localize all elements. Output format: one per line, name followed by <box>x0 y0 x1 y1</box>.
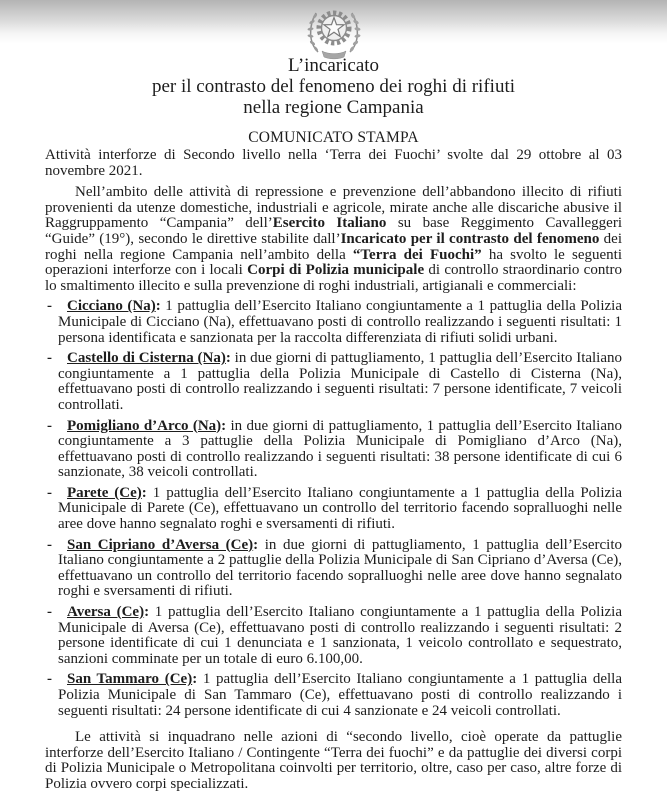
operation-location: San Cipriano d’Aversa (Ce) <box>67 536 254 553</box>
title-line-3: nella regione Campania <box>243 97 424 118</box>
operation-item <box>45 605 622 667</box>
press-release-subtitle: COMUNICATO STAMPA <box>248 129 419 146</box>
closing-paragraph: Le attività si inquadrano nelle azioni di “secondo livello, cioè operate da pattuglie interforze dell’Esercito Italiano / Contingente “Terra dei fuochi” e da pattuglie dei diversi corpi di Polizia Municipale o Metropolitana coinvolti per territorio, oltre, caso per caso, altre forze di Polizia ovvero corpi specializzati. <box>45 729 622 792</box>
operation-location: San Tammaro (Ce) <box>67 671 193 688</box>
operation-details: 1 pattuglia dell’Esercito Italiano congiuntamente a 1 pattuglia della Polizia Municipale di San Tammaro (Ce), effettuavano posti di controllo realizzando i seguenti risultati: 24 persone identificate di cui 4 sanzionate e 24 veicoli controllati. <box>58 671 622 719</box>
operation-details: in due giorni di pattugliamento, 1 pattuglia dell’Esercito Italiano congiuntamente a 1 pattuglia della Polizia Municipale di Castello di Cisterna (Na), effettuavano posti di controllo realizzando i seguenti risultati: 7 persone identificate, 7 veicoli controllati. <box>58 350 623 413</box>
operation-colon: : <box>141 484 147 501</box>
operation-item <box>45 351 622 413</box>
operation-item <box>45 299 622 346</box>
overview-paragraph <box>45 185 622 294</box>
text-segment: Nell’ambito delle attività di repressione e prevenzione dell’abbandono illecito di rifiuti provenienti da utenze domestiche, industriali e agricole, mirate anche alle discariche abusive il Raggruppamento “Campania” dell’ <box>45 184 622 232</box>
operation-item <box>45 419 622 481</box>
bold-text-segment: Esercito Italiano <box>272 215 387 232</box>
bold-text-segment: “Terra dei Fuochi” <box>352 246 482 263</box>
bullet-marker: - <box>47 350 52 367</box>
operation-colon: : <box>221 417 227 434</box>
intro-paragraph: Attività interforze di Secondo livello nella ‘Terra dei Fuochi’ svolte dal 29 ottobre al 03 novembre 2021. <box>45 147 622 179</box>
operation-item <box>45 486 622 533</box>
bullet-marker: - <box>47 604 52 621</box>
operation-item <box>45 538 622 600</box>
operation-colon: : <box>144 604 150 621</box>
operation-details: in due giorni di pattugliamento, 1 pattuglia dell’Esercito Italiano congiuntamente a 3 pattuglie della Polizia Municipale di Pomigliano d’Arco (Na), effettuavano posti di controllo realizzando i seguenti risultati: 38 persone identificate di cui 6 sanzionate, 38 veicoli controllati. <box>58 417 622 481</box>
operation-details: 1 pattuglia dell’Esercito Italiano congiuntamente a 1 pattuglia della Polizia Municipale di Parete (Ce), effettuavano un controllo del territorio facendo sopralluoghi nelle aree dove hanno segnalato roghi e sversamenti di rifiuti. <box>58 484 622 533</box>
operations-list <box>45 299 622 719</box>
bullet-marker: - <box>47 417 52 434</box>
italian-republic-emblem-icon <box>302 2 366 60</box>
operation-location: Castello di Cisterna (Na) <box>67 350 226 367</box>
bullet-marker: - <box>47 484 52 501</box>
bold-text-segment: Corpi di Polizia municipale <box>247 262 425 279</box>
title-line-1: L’incaricato <box>287 55 380 76</box>
text-segment: dei roghi nella regione Campania nell’ambito della <box>45 230 622 263</box>
bold-text-segment: Incaricato per il contrasto del fenomeno <box>340 230 600 247</box>
operation-item <box>45 672 622 719</box>
operation-colon: : <box>225 350 231 367</box>
text-segment: di controllo straordinario contro lo smaltimento illecito e sulla prevenzione di roghi industriali, artigianali e commerciali: <box>45 262 622 294</box>
oak-branch-right <box>348 13 360 53</box>
text-segment: su base Reggimento Cavalleggeri “Guide” (19°), secondo le direttive stabilite dall’ <box>45 215 623 247</box>
title-line-2: per il contrasto del fenomeno dei roghi di rifiuti <box>151 76 515 97</box>
bullet-marker: - <box>47 536 52 553</box>
operation-location: Parete (Ce) <box>67 484 142 501</box>
document-body <box>45 148 622 793</box>
operation-details: in due giorni di pattugliamento, 1 pattuglia dell’Esercito Italiano congiuntamente a 2 pattuglie della Polizia Municipale di San Cipriano d’Aversa (Ce), effettuavano un controllo del territorio facendo sopralluoghi nelle aree dove hanno segnalato roghi e sversamenti di rifiuti. <box>58 536 622 600</box>
operation-colon: : <box>155 298 161 315</box>
operation-colon: : <box>192 671 198 688</box>
bullet-marker: - <box>47 298 52 315</box>
operation-location: Cicciano (Na) <box>67 298 156 315</box>
bullet-marker: - <box>47 671 52 688</box>
text-segment: ha svolto le seguenti operazioni interforze con i locali <box>45 246 622 279</box>
document-header <box>0 55 667 146</box>
operation-location: Aversa (Ce) <box>67 604 145 621</box>
operation-details: 1 pattuglia dell’Esercito Italiano congiuntamente a 1 pattuglia della Polizia Municipale di Cicciano (Na), effettuavano posti di controllo realizzando i seguenti risultati: 1 persona identificata e sanzionata per la raccolta differenziata di rifiuti solidi urbani. <box>58 298 623 346</box>
operation-details: 1 pattuglia dell’Esercito Italiano congiuntamente a 1 pattuglia della Polizia Municipale di Aversa (Ce), effettuavano posti di controllo realizzando i seguenti risultati: 2 persone identificate di cui 1 denunciata e 1 sanzionata, 1 veicolo controllato e sequestrato, sanzioni comminate per un totale di euro 6.100,00. <box>58 604 622 667</box>
operation-colon: : <box>253 536 259 553</box>
operation-location: Pomigliano d’Arco (Na) <box>67 417 222 434</box>
